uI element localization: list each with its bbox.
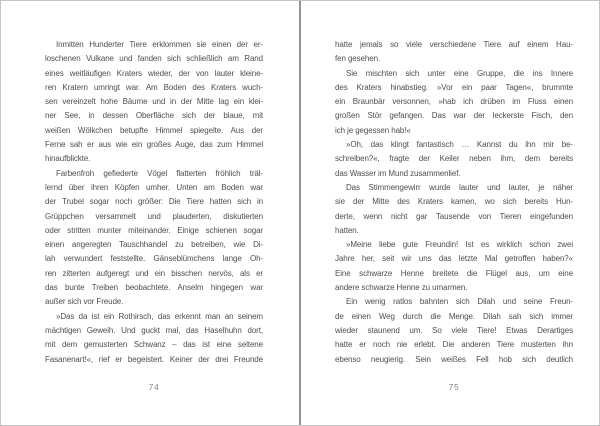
text-line: hatten. — [335, 225, 359, 235]
text-line: ner See, in dessen Oberfläche sich der blaue, mit — [45, 111, 263, 121]
text-line: Inmitten Hunderter Tiere erklommen sie einen der er- — [56, 40, 263, 49]
text-line: des Kraters hinabstieg. »Vor ein paar Tagen«, brummte — [335, 82, 573, 92]
page-right-lines — [335, 38, 573, 367]
text-line: Grüppchen versammelt und plauderten, diskutierten — [45, 211, 263, 221]
text-line: ein Braunbär versonnen, »hab ich drüben im Fluss einen — [335, 97, 573, 107]
text-line: ich je gegessen hab!« — [335, 125, 411, 135]
text-line: lernd über ihren Köpfen umher. Unten am Boden war — [45, 182, 263, 192]
text-line: mit dem gemusterten Schwanz – das ist eine seltene — [45, 340, 263, 350]
text-line: hinaufblickte. — [45, 154, 91, 164]
text-line: außer sich vor Freude. — [45, 297, 124, 307]
text-line: »Das da ist ein Rothirsch, das erkennt man an seinem — [56, 311, 263, 321]
text-line: ren Kratern umringt war. Am Boden des Kraters wuch- — [45, 82, 263, 92]
page-left-number: 74 — [148, 381, 160, 392]
text-line: weißen Wölkchen betupfte Himmel spiegelte. Aus der — [45, 125, 263, 135]
text-line: Das Stimmengewirr wurde lauter und lauter, je näher — [346, 182, 573, 192]
text-line: lah verwundert feststellte. Gänseblümchens lange Oh- — [45, 254, 263, 264]
text-line: Fasanenart!«, rief er begeistert. Keiner der drei Freunde — [45, 354, 263, 364]
text-line: hatte jemals so viele verschiedene Tiere auf einem Hau- — [335, 40, 573, 49]
text-line: fen gesehen. — [335, 54, 381, 64]
text-line: Sie mischten sich unter eine Gruppe, die ins Innere — [346, 68, 573, 78]
text-line: der Trubel sogar noch größer: Die Tiere hatten sich in — [45, 197, 263, 207]
page-left — [1, 1, 299, 425]
page-left-text-block — [45, 38, 263, 392]
text-line: Ferne sah er aus wie ein großes Auge, das zum Himmel — [45, 140, 263, 150]
page-right-text-block — [335, 38, 573, 392]
text-line: Jahre her, seit wir uns das letzte Mal getroffen haben?« — [335, 254, 573, 264]
text-line: eines weitläufigen Kraters wieder, der von lauter kleine- — [45, 68, 263, 78]
text-line: mächtigen Geweih. Und guckt mal, das Haselhuhn dort, — [45, 325, 263, 335]
text-line: sie der Mitte des Kraters kamen, wo sich bereits Hun- — [335, 197, 573, 207]
text-line: hatte er noch nie erlebt. Die anderen Tiere musterten ihn — [335, 340, 573, 350]
text-line: einen angeregten Tauschhandel zu betreiben, wie Di- — [45, 240, 263, 250]
text-line: ren zitterten aufgeregt und ein bisschen nervös, als er — [45, 268, 263, 278]
text-line: ebenso neugierig. Sein weißes Fell hob sich deutlich — [335, 354, 573, 364]
text-line: das bunte Treiben beobachtete. Anselm hingegen war — [45, 283, 263, 293]
text-line: wieder staunend um. So viele Tiere! Etwas Derartiges — [335, 325, 573, 335]
text-line: das Wasser im Mund zusammenlief. — [335, 168, 461, 178]
text-line: »Meine liebe gute Freundin! Ist es wirklich schon zwei — [346, 240, 573, 250]
page-right-number: 75 — [448, 381, 460, 392]
text-line: »Oh, das klingt fantastisch … Kannst du ihn mir be- — [346, 140, 573, 150]
text-line: Ein wenig ratlos bahnten sich Dilah und seine Freun- — [346, 297, 573, 307]
text-line: de einen Weg durch die Menge. Dilah sah sich immer — [335, 311, 573, 321]
text-line: andere schwarze Henne zu umarmen. — [335, 283, 468, 293]
page-right — [301, 1, 600, 425]
text-line: derte, wenn nicht gar Tausende von Tieren eingefunden — [335, 211, 573, 221]
text-line: loschenen Vulkane und fanden sich schließlich am Rand — [45, 54, 263, 64]
text-line: sen vereinzelt hohe Bäume und in der Mitte lag ein klei- — [45, 97, 263, 107]
text-line: Eine schwarze Henne breitete die Flügel aus, um eine — [335, 268, 573, 278]
text-line: oder stritten munter miteinander. Einige schienen sogar — [45, 225, 263, 235]
text-line: Farbenfroh gefiederte Vögel flatterten fröhlich träl- — [56, 168, 263, 178]
page-left-lines — [45, 38, 263, 367]
text-line: großen Stör gefangen. Das war der leckerste Fisch, den — [335, 111, 573, 121]
text-line: schreiben?«, fragte der Keiler neben ihm, dem bereits — [335, 154, 573, 164]
